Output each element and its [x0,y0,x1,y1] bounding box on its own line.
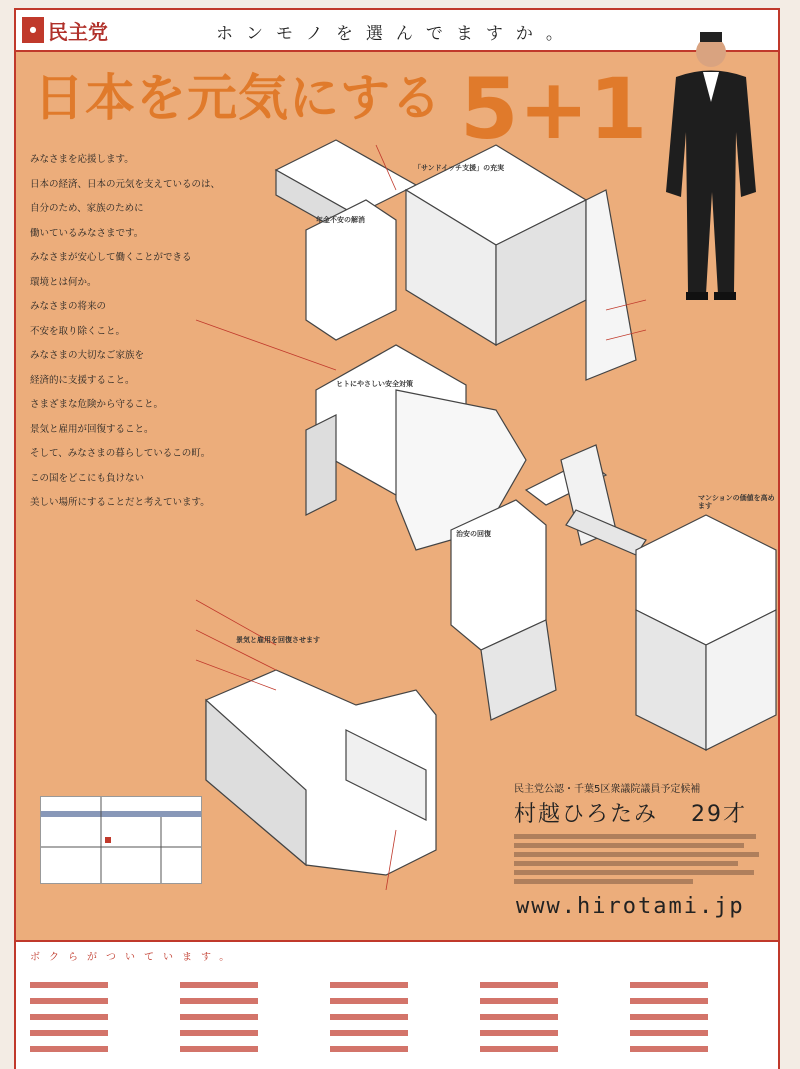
candidate-info [514,780,769,888]
intro-line: みなさまの将来の [30,301,107,312]
intro-line: 景気と雇用が回復すること。 [30,423,154,435]
intro-line: そして、みなさまの暮らしているこの町。 [30,448,211,459]
block-label-sandwich: 「サンドイッチ支援」の充実 [414,164,505,172]
headline: 日本を元気にする [34,69,442,127]
intro-line: 美しい場所にすることだと考えています。 [30,497,210,508]
supporters-column [330,982,460,1062]
block-label-security: 治安の回復 [456,530,491,538]
intro-line: 経済的に支援すること。 [30,374,135,386]
candidate-name: 村越ひろたみ [514,802,659,827]
block-label-pension: 年金不安の解消 [316,216,365,224]
supporters-title: ボクらがついています。 [30,952,239,963]
poster [14,8,780,1069]
intro-line: みなさまを応援します。 [30,154,134,165]
candidate-name-row [514,797,769,828]
office-map [40,796,202,884]
supporters-column [30,982,160,1062]
intro-line: 自分のため、家族のために [30,203,144,214]
tagline: ホンモノを選んでますか。 [216,24,576,44]
intro-line: 環境とは何か。 [30,276,97,288]
candidate-title: 民主党公認・千葉5区衆議院議員予定候補 [514,784,701,795]
intro-line: 日本の経済、日本の元気を支えているのは、 [30,178,221,190]
party-logo-mark: ● [22,17,44,43]
supporters-column [480,982,610,1062]
block-label-economy: 景気と雇用を回復させます [236,636,320,644]
intro-line: みなさまの大切なご家族を [30,350,145,361]
map-graphic [41,797,201,883]
intro-line: さまざまな危険から守ること。 [30,399,164,410]
intro-line: みなさまが安心して働くことができる [30,252,192,263]
intro-line: 不安を取り除くこと。 [30,325,126,337]
supporters-column [180,982,310,1062]
supporters-section [16,940,778,1069]
supporters-column [630,982,760,1062]
candidate-photo [656,22,766,312]
block-label-safety: ヒトにやさしい安全対策 [336,380,413,388]
candidate-age: 29才 [691,802,748,827]
candidate-bio [514,834,769,884]
block-label-condo: マンションの価値を高めます [698,494,775,510]
headline-number: 5+1 [460,60,648,158]
website-url[interactable]: www.hirotami.jp [516,894,745,919]
party-logo-text: 民主党 [48,20,108,44]
intro-line: この国をどこにも負けない [30,472,145,484]
intro-line: 働いているみなさまです。 [30,227,144,239]
